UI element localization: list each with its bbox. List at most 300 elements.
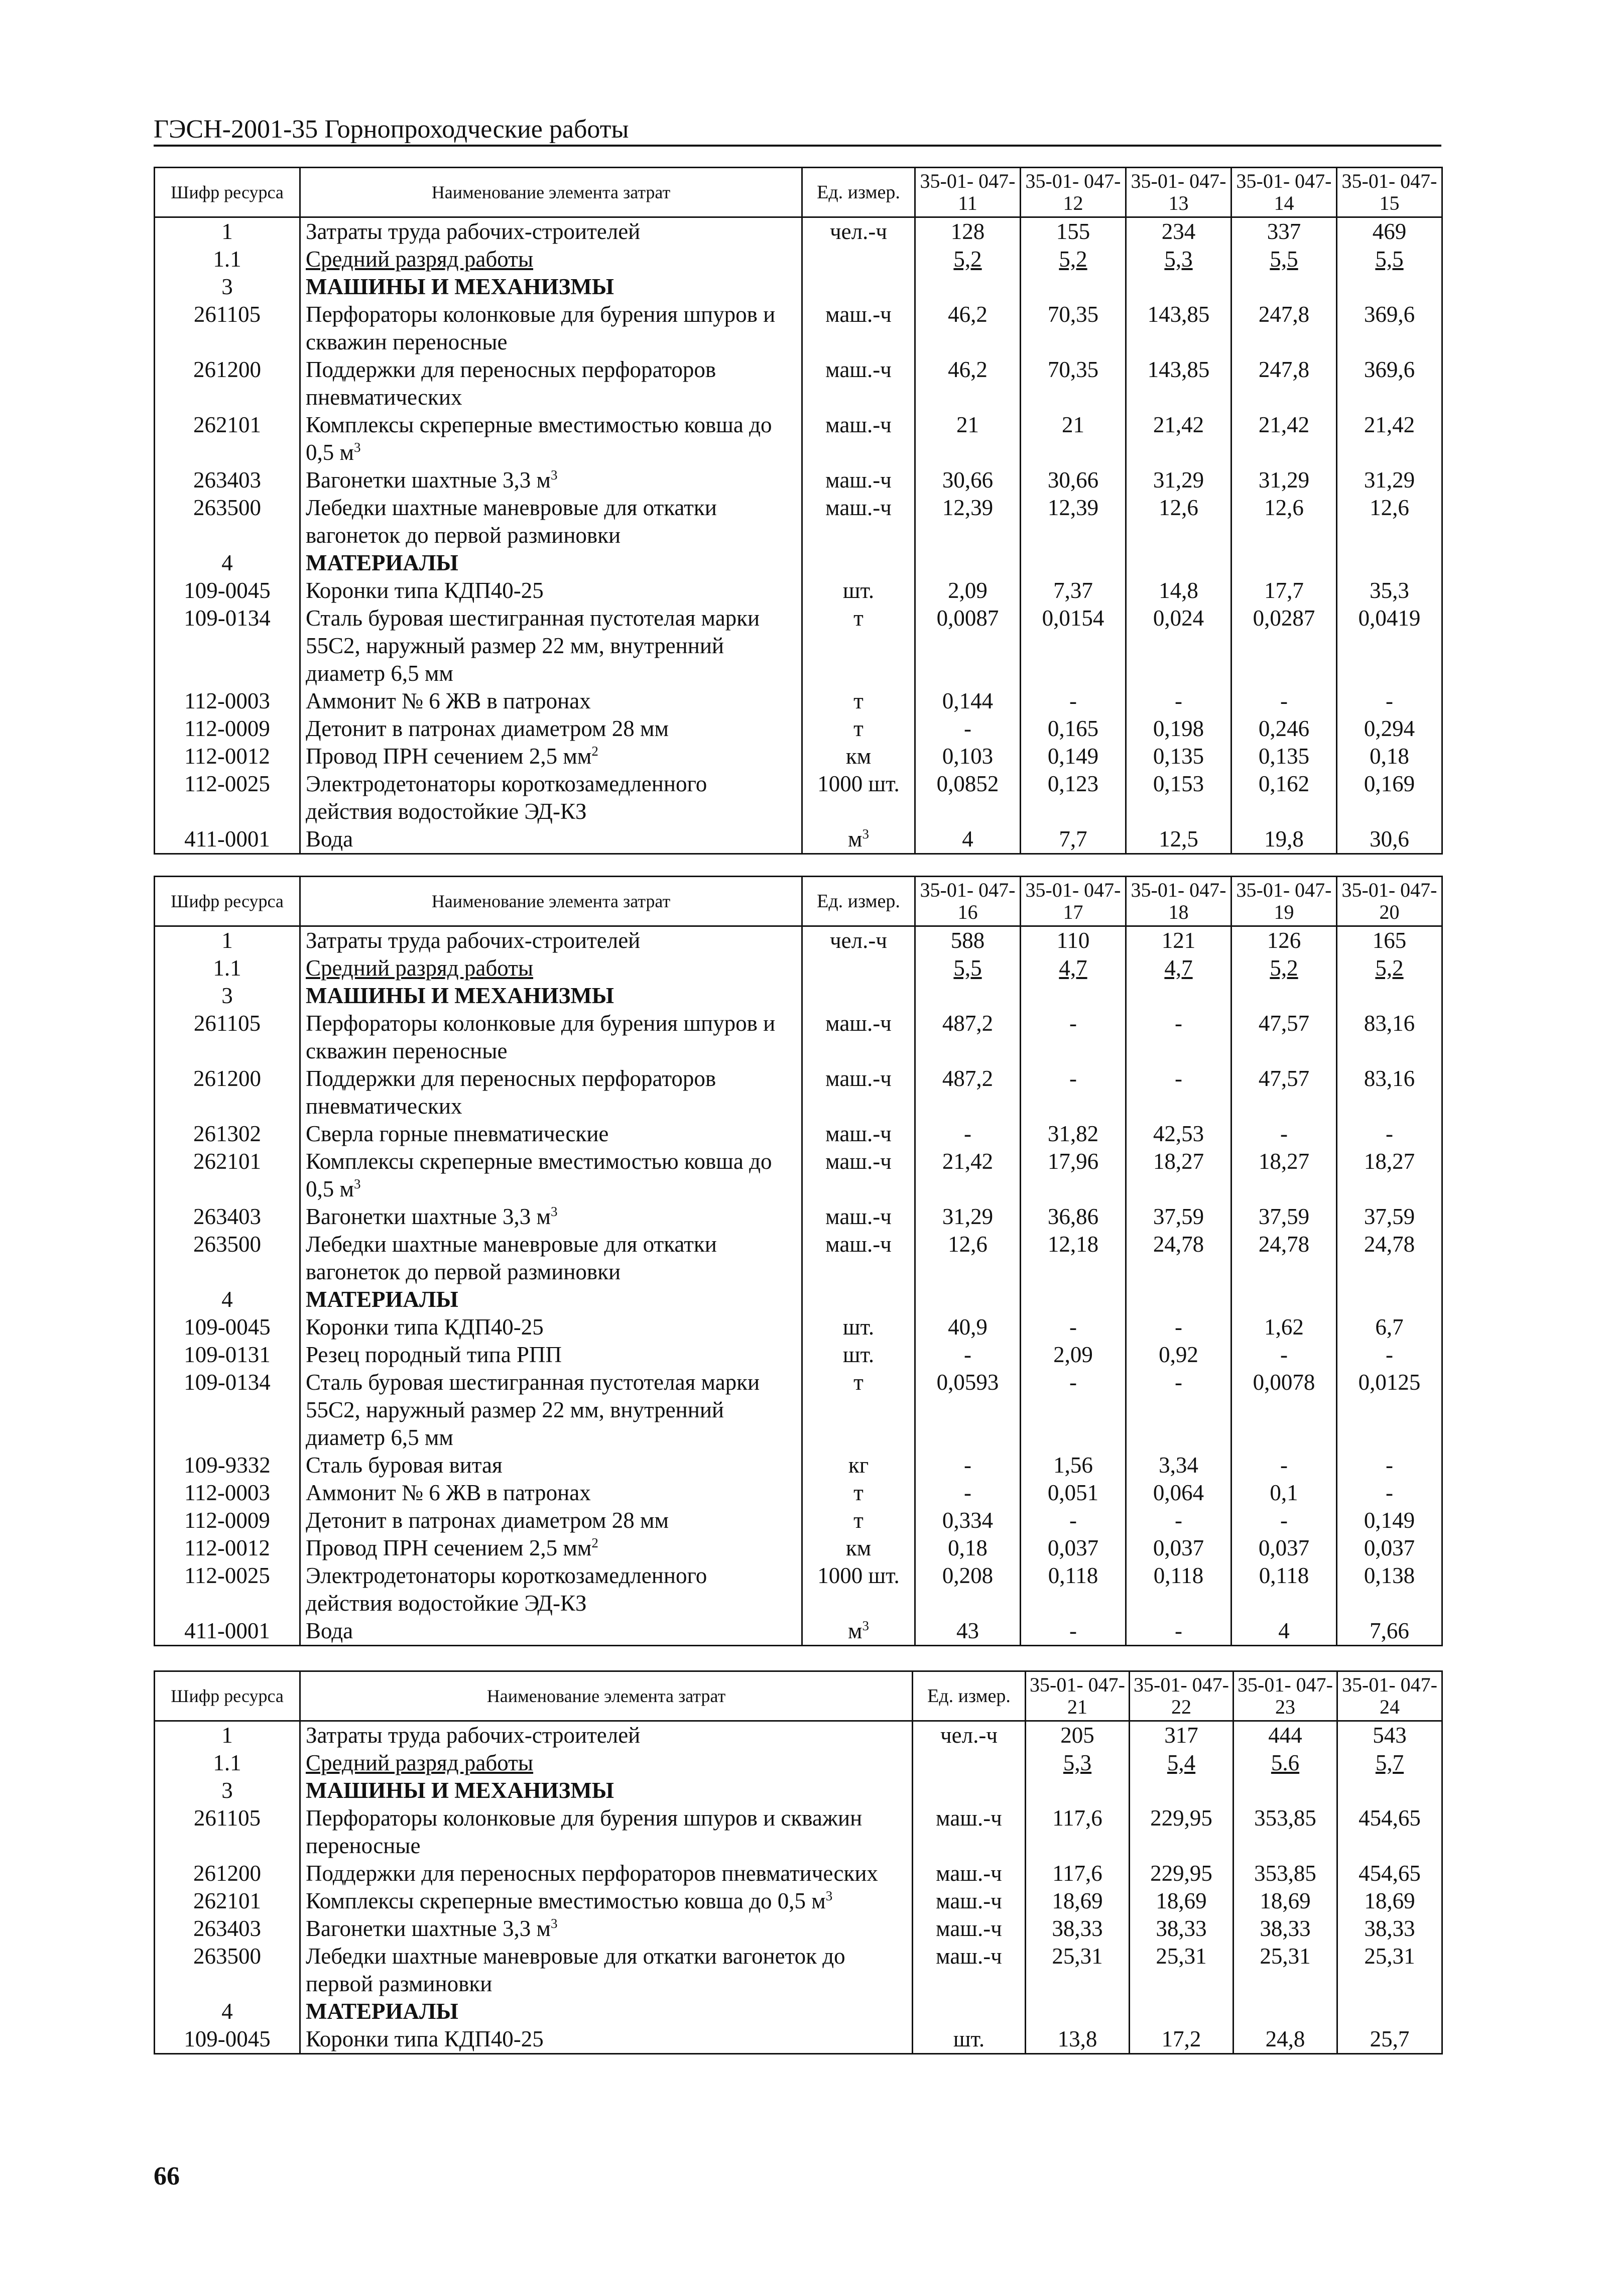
norm-value: 40,9 — [915, 1313, 1021, 1341]
resource-name — [300, 926, 802, 955]
norm-value: 0,18 — [1337, 743, 1442, 770]
norm-value: 117,6 — [1026, 1860, 1130, 1887]
resource-code: 109-0134 — [155, 605, 300, 687]
resource-name-text: Комплексы скреперные вместимостью ковша до 0,5 м — [306, 1888, 826, 1913]
resource-unit — [802, 1369, 915, 1452]
resource-name-text: Аммонит № 6 ЖВ в патронах — [306, 688, 591, 713]
header-name: Наименование элемента затрат — [300, 877, 802, 926]
resource-name-text: Затраты труда рабочих-строителей — [306, 1723, 641, 1748]
norm-value: 21,42 — [915, 1148, 1021, 1203]
norm-value: 205 — [1026, 1721, 1130, 1750]
norm-value: - — [915, 1341, 1021, 1369]
resource-name-text: Поддержки для переносных перфораторов пневматических — [306, 357, 716, 410]
table-row — [155, 1804, 1442, 1860]
resource-name — [300, 1148, 802, 1203]
resource-name — [300, 577, 802, 605]
resource-code: 112-0009 — [155, 715, 300, 743]
norm-value: 70,35 — [1021, 301, 1126, 356]
resource-name — [300, 1562, 802, 1617]
resource-code: 109-0045 — [155, 577, 300, 605]
norm-value: 21,42 — [1126, 411, 1231, 466]
table-row — [155, 926, 1442, 955]
header-norm-code: 35-01- 047-22 — [1130, 1671, 1234, 1721]
norm-value: 0,0087 — [915, 605, 1021, 687]
resource-name-sup: 3 — [825, 1888, 833, 1903]
norm-value: 353,85 — [1234, 1860, 1337, 1887]
resource-code: 263403 — [155, 1915, 300, 1943]
resource-unit — [913, 1887, 1026, 1915]
resource-name — [300, 1507, 802, 1534]
norm-value: - — [1021, 687, 1126, 715]
norm-value: 7,7 — [1021, 825, 1126, 854]
norm-value: 543 — [1337, 1721, 1442, 1750]
resource-name-text: Сталь буровая витая — [306, 1453, 503, 1478]
resource-unit — [802, 1562, 915, 1617]
norm-value: 18,27 — [1231, 1148, 1337, 1203]
resource-name-text: Комплексы скреперные вместимостью ковша до 0,5 м — [306, 1149, 772, 1201]
table-row — [155, 1452, 1442, 1479]
resource-unit-text: шт. — [842, 1342, 875, 1367]
resource-unit-text: шт. — [842, 578, 875, 603]
table-row — [155, 770, 1442, 825]
resource-code: 411-0001 — [155, 825, 300, 854]
norm-value: 25,31 — [1026, 1943, 1130, 1998]
resource-unit — [913, 1943, 1026, 1998]
norm-value: 24,8 — [1234, 2025, 1337, 2054]
norm-value: 31,82 — [1021, 1120, 1126, 1148]
table-row — [155, 1943, 1442, 1998]
header-name: Наименование элемента затрат — [300, 168, 802, 217]
norm-value — [1337, 1286, 1442, 1313]
resource-unit-text: т — [853, 688, 864, 713]
table-row — [155, 605, 1442, 687]
norm-value: 0,118 — [1021, 1562, 1126, 1617]
resource-name-sup: 3 — [353, 1176, 361, 1191]
resource-name — [300, 1286, 802, 1313]
table-row — [155, 1562, 1442, 1617]
resource-name — [300, 715, 802, 743]
resource-name-text: Средний разряд работы — [306, 247, 534, 272]
header-norm-code: 35-01- 047-15 — [1337, 168, 1442, 217]
norm-value: 31,29 — [915, 1203, 1021, 1231]
norm-value — [1234, 1777, 1337, 1804]
norm-value: - — [915, 1452, 1021, 1479]
norm-value: 25,31 — [1337, 1943, 1442, 1998]
header-rule — [154, 145, 1441, 147]
resource-code: 263403 — [155, 1203, 300, 1231]
resource-code: 1 — [155, 926, 300, 955]
header-norm-code: 35-01- 047-18 — [1126, 877, 1231, 926]
resource-unit-text: маш.-ч — [936, 1861, 1002, 1886]
norm-value — [1021, 1286, 1126, 1313]
resource-unit — [802, 1341, 915, 1369]
resource-name — [300, 1065, 802, 1120]
norm-value — [1130, 1998, 1234, 2025]
header-code: Шифр ресурса — [155, 877, 300, 926]
norm-value: 12,6 — [1126, 494, 1231, 549]
norm-value: 454,65 — [1337, 1804, 1442, 1860]
resource-code: 263500 — [155, 1231, 300, 1286]
table-row — [155, 954, 1442, 982]
resource-name — [300, 825, 802, 854]
table-row — [155, 1915, 1442, 1943]
norm-value: 0,92 — [1126, 1341, 1231, 1369]
section-row — [155, 549, 1442, 577]
norm-value — [1231, 549, 1337, 577]
resource-unit-text: маш.-ч — [936, 1805, 1002, 1831]
cost-table — [154, 1670, 1443, 2055]
header-norm-code: 35-01- 047-21 — [1026, 1671, 1130, 1721]
norm-value: 14,8 — [1126, 577, 1231, 605]
norm-value: 143,85 — [1126, 301, 1231, 356]
resource-name-text: Поддержки для переносных перфораторов пневматических — [306, 1066, 716, 1119]
norm-value: 317 — [1130, 1721, 1234, 1750]
resource-unit-text: 1000 шт. — [817, 771, 900, 796]
resource-name-text: Лебедки шахтные маневровые для откатки вагонеток до первой разминовки — [306, 1944, 845, 1996]
norm-value: 143,85 — [1126, 356, 1231, 411]
table-row — [155, 1749, 1442, 1777]
resource-name — [300, 549, 802, 577]
resource-unit-text: маш.-ч — [825, 1011, 892, 1036]
norm-value — [1337, 1777, 1442, 1804]
header-norm-code: 35-01- 047-20 — [1337, 877, 1442, 926]
norm-value: - — [1337, 1452, 1442, 1479]
resource-unit-text: чел.-ч — [830, 219, 887, 244]
norm-value: - — [915, 1479, 1021, 1507]
norm-value: 6,7 — [1337, 1313, 1442, 1341]
norm-value: 83,16 — [1337, 1065, 1442, 1120]
norm-value: 0,153 — [1126, 770, 1231, 825]
section-row — [155, 1998, 1442, 2025]
resource-name-text: Вагонетки шахтные 3,3 м — [306, 467, 551, 493]
norm-value: 1,56 — [1021, 1452, 1126, 1479]
resource-unit — [802, 605, 915, 687]
norm-value: 5,2 — [1021, 246, 1126, 273]
resource-unit — [802, 549, 915, 577]
resource-name-text: МАШИНЫ И МЕХАНИЗМЫ — [306, 983, 614, 1008]
resource-code: 262101 — [155, 1887, 300, 1915]
resource-unit-text: маш.-ч — [825, 302, 892, 327]
norm-value: 0,0154 — [1021, 605, 1126, 687]
resource-name-text: Коронки типа КДП40-25 — [306, 2026, 544, 2051]
resource-code: 263500 — [155, 494, 300, 549]
resource-name-text: МАШИНЫ И МЕХАНИЗМЫ — [306, 274, 614, 299]
resource-name — [300, 1203, 802, 1231]
header-norm-code: 35-01- 047-23 — [1234, 1671, 1337, 1721]
norm-value: - — [1126, 1617, 1231, 1646]
resource-name-text: МАТЕРИАЛЫ — [306, 550, 458, 575]
resource-name-sup: 3 — [550, 1204, 558, 1219]
resource-name — [300, 1534, 802, 1562]
norm-value: 5,2 — [1337, 954, 1442, 982]
norm-value: 19,8 — [1231, 825, 1337, 854]
norm-value — [915, 273, 1021, 301]
resource-unit-text: чел.-ч — [830, 928, 887, 953]
norm-value — [1026, 1777, 1130, 1804]
resource-name-text: Электродетонаторы короткозамедленного действия водостойкие ЭД-КЗ — [306, 1563, 707, 1616]
norm-value: - — [1021, 1313, 1126, 1341]
resource-name-text: Провод ПРН сечением 2,5 мм — [306, 1535, 592, 1560]
norm-value: - — [1021, 1507, 1126, 1534]
resource-name-text: Средний разряд работы — [306, 955, 534, 981]
table-row — [155, 1231, 1442, 1286]
table-row — [155, 217, 1442, 246]
norm-value: - — [915, 715, 1021, 743]
norm-value: 0,135 — [1126, 743, 1231, 770]
resource-name — [300, 494, 802, 549]
resource-name — [300, 1804, 913, 1860]
resource-code: 109-0045 — [155, 2025, 300, 2054]
norm-value: - — [1337, 687, 1442, 715]
norm-value: 5,3 — [1126, 246, 1231, 273]
norm-value: 4 — [1231, 1617, 1337, 1646]
resource-unit — [913, 2025, 1026, 2054]
resource-name-text: Затраты труда рабочих-строителей — [306, 928, 641, 953]
resource-code: 262101 — [155, 411, 300, 466]
resource-name-text: Коронки типа КДП40-25 — [306, 1314, 544, 1340]
norm-value: 337 — [1231, 217, 1337, 246]
header-norm-code: 35-01- 047-16 — [915, 877, 1021, 926]
norm-value: - — [1126, 687, 1231, 715]
resource-table-3 — [154, 1670, 1441, 2055]
resource-unit — [802, 743, 915, 770]
resource-unit — [802, 715, 915, 743]
table-row — [155, 1507, 1442, 1534]
resource-code: 261200 — [155, 1860, 300, 1887]
resource-unit — [802, 1452, 915, 1479]
resource-name-text: Перфораторы колонковые для бурения шпуров и скважин переносные — [306, 1011, 776, 1063]
resource-name — [300, 356, 802, 411]
resource-unit-text: км — [845, 1535, 872, 1560]
resource-code: 261105 — [155, 301, 300, 356]
norm-value: 165 — [1337, 926, 1442, 955]
norm-value: 0,024 — [1126, 605, 1231, 687]
resource-unit — [802, 954, 915, 982]
norm-value: 21 — [1021, 411, 1126, 466]
resource-unit — [802, 1065, 915, 1120]
resource-code: 1 — [155, 217, 300, 246]
resource-unit-text: чел.-ч — [940, 1723, 998, 1748]
norm-value: 247,8 — [1231, 356, 1337, 411]
resource-name-text: Вода — [306, 1618, 353, 1643]
cost-table — [154, 167, 1443, 855]
norm-value — [915, 1286, 1021, 1313]
norm-value: 126 — [1231, 926, 1337, 955]
norm-value: 4,7 — [1021, 954, 1126, 982]
resource-name-text: Затраты труда рабочих-строителей — [306, 219, 641, 244]
resource-name-text: Сверла горные пневматические — [306, 1121, 609, 1146]
resource-name — [300, 743, 802, 770]
resource-unit — [802, 770, 915, 825]
norm-value: 5,2 — [1231, 954, 1337, 982]
norm-value: 588 — [915, 926, 1021, 955]
resource-name — [300, 1479, 802, 1507]
norm-value: 25,31 — [1130, 1943, 1234, 1998]
norm-value — [1130, 1777, 1234, 1804]
resource-unit-text: т — [853, 606, 864, 631]
norm-value — [1337, 982, 1442, 1010]
norm-value: 7,66 — [1337, 1617, 1442, 1646]
resource-name — [300, 1369, 802, 1452]
resource-name-text: Вода — [306, 826, 353, 852]
table-row — [155, 301, 1442, 356]
norm-value: 30,66 — [1021, 466, 1126, 494]
section-row — [155, 982, 1442, 1010]
norm-value: 0,135 — [1231, 743, 1337, 770]
norm-value: 5,2 — [915, 246, 1021, 273]
resource-name-text: Перфораторы колонковые для бурения шпуров и скважин переносные — [306, 302, 776, 354]
norm-value: 3,34 — [1126, 1452, 1231, 1479]
norm-value: - — [1021, 1065, 1126, 1120]
resource-name — [300, 411, 802, 466]
resource-unit-text: маш.-ч — [825, 1149, 892, 1174]
header-norm-code: 35-01- 047-17 — [1021, 877, 1126, 926]
norm-value: 5,5 — [1231, 246, 1337, 273]
table-header-row — [155, 877, 1442, 926]
header-code: Шифр ресурса — [155, 1671, 300, 1721]
resource-name-text: Электродетонаторы короткозамедленного действия водостойкие ЭД-КЗ — [306, 771, 707, 824]
norm-value: 18,27 — [1337, 1148, 1442, 1203]
resource-name — [300, 1010, 802, 1065]
resource-code: 1.1 — [155, 1749, 300, 1777]
resource-unit — [802, 411, 915, 466]
resource-unit-text: т — [853, 1508, 864, 1533]
resource-unit-sup: 3 — [862, 1618, 869, 1633]
resource-name-text: Аммонит № 6 ЖВ в патронах — [306, 1480, 591, 1505]
norm-value: 12,18 — [1021, 1231, 1126, 1286]
resource-code: 4 — [155, 1286, 300, 1313]
norm-value: 0,208 — [915, 1562, 1021, 1617]
norm-value: 13,8 — [1026, 2025, 1130, 2054]
norm-value: 0,246 — [1231, 715, 1337, 743]
resource-name-sup: 3 — [550, 467, 558, 482]
norm-value: - — [915, 1120, 1021, 1148]
norm-value: 0,064 — [1126, 1479, 1231, 1507]
norm-value: 0,18 — [915, 1534, 1021, 1562]
resource-unit — [802, 1010, 915, 1065]
norm-value: 0,118 — [1231, 1562, 1337, 1617]
norm-value: 0,103 — [915, 743, 1021, 770]
cost-table — [154, 876, 1443, 1646]
norm-value: 0,037 — [1231, 1534, 1337, 1562]
norm-value: 155 — [1021, 217, 1126, 246]
norm-value: 5.6 — [1234, 1749, 1337, 1777]
resource-code: 263500 — [155, 1943, 300, 1998]
table-row — [155, 494, 1442, 549]
resource-name-text: Детонит в патронах диаметром 28 мм — [306, 716, 669, 741]
norm-value: 12,6 — [1231, 494, 1337, 549]
resource-unit-text: шт. — [842, 1314, 875, 1340]
norm-value: 0,0287 — [1231, 605, 1337, 687]
resource-code: 109-0045 — [155, 1313, 300, 1341]
page-header: ГЭСН-2001-35 Горнопроходческие работы — [154, 115, 629, 144]
resource-unit — [913, 1721, 1026, 1750]
norm-value: 12,39 — [1021, 494, 1126, 549]
norm-value: 0,0078 — [1231, 1369, 1337, 1452]
norm-value: 2,09 — [915, 577, 1021, 605]
resource-unit-text: 1000 шт. — [817, 1563, 900, 1588]
norm-value: 0,0852 — [915, 770, 1021, 825]
norm-value: 46,2 — [915, 356, 1021, 411]
header-norm-code: 35-01- 047-24 — [1337, 1671, 1442, 1721]
norm-value: 37,59 — [1337, 1203, 1442, 1231]
resource-name — [300, 1943, 913, 1998]
table-row — [155, 687, 1442, 715]
resource-code: 112-0012 — [155, 743, 300, 770]
table-row — [155, 1148, 1442, 1203]
resource-name — [300, 982, 802, 1010]
norm-value: 35,3 — [1337, 577, 1442, 605]
norm-value: 37,59 — [1126, 1203, 1231, 1231]
norm-value — [1231, 982, 1337, 1010]
resource-code: 4 — [155, 1998, 300, 2025]
norm-value: 24,78 — [1231, 1231, 1337, 1286]
resource-name-sup: 2 — [591, 1535, 598, 1550]
table-row — [155, 1369, 1442, 1452]
norm-value — [915, 549, 1021, 577]
norm-value: - — [1126, 1369, 1231, 1452]
norm-value: 36,86 — [1021, 1203, 1126, 1231]
header-unit: Ед. измер. — [802, 877, 915, 926]
norm-value — [1021, 273, 1126, 301]
norm-value: 47,57 — [1231, 1010, 1337, 1065]
norm-value: 38,33 — [1234, 1915, 1337, 1943]
norm-value — [1337, 1998, 1442, 2025]
resource-unit-text: маш.-ч — [936, 1944, 1002, 1969]
norm-value: 5,5 — [915, 954, 1021, 982]
norm-value: 247,8 — [1231, 301, 1337, 356]
norm-value: 234 — [1126, 217, 1231, 246]
resource-name — [300, 2025, 913, 2054]
resource-name-text: Лебедки шахтные маневровые для откатки вагонеток до первой разминовки — [306, 495, 717, 548]
norm-value: 17,7 — [1231, 577, 1337, 605]
resource-unit-text: т — [853, 1480, 864, 1505]
norm-value: 0,162 — [1231, 770, 1337, 825]
resource-unit — [802, 1120, 915, 1148]
norm-value: - — [1231, 1341, 1337, 1369]
norm-value: - — [1337, 1479, 1442, 1507]
resource-name-text: МАШИНЫ И МЕХАНИЗМЫ — [306, 1778, 614, 1803]
resource-unit — [802, 926, 915, 955]
norm-value: - — [1021, 1010, 1126, 1065]
resource-name-sup: 3 — [353, 440, 361, 455]
table-row — [155, 411, 1442, 466]
resource-unit-text: маш.-ч — [825, 1121, 892, 1146]
norm-value: - — [1021, 1617, 1126, 1646]
header-norm-code: 35-01- 047-12 — [1021, 168, 1126, 217]
norm-value: 0,149 — [1337, 1507, 1442, 1534]
resource-code: 112-0003 — [155, 687, 300, 715]
norm-value — [1021, 549, 1126, 577]
resource-unit-text: км — [845, 744, 872, 769]
norm-value: - — [1337, 1341, 1442, 1369]
resource-unit — [802, 273, 915, 301]
resource-table-2 — [154, 876, 1441, 1646]
resource-name — [300, 1860, 913, 1887]
norm-value: - — [1231, 687, 1337, 715]
norm-value: 0,169 — [1337, 770, 1442, 825]
resource-code: 1 — [155, 1721, 300, 1750]
resource-name — [300, 1721, 913, 1750]
resource-unit — [802, 1313, 915, 1341]
norm-value: 18,69 — [1234, 1887, 1337, 1915]
resource-name — [300, 1749, 913, 1777]
norm-value: 0,037 — [1337, 1534, 1442, 1562]
resource-code: 261302 — [155, 1120, 300, 1148]
norm-value: 0,1 — [1231, 1479, 1337, 1507]
norm-value — [1231, 273, 1337, 301]
norm-value — [1337, 273, 1442, 301]
